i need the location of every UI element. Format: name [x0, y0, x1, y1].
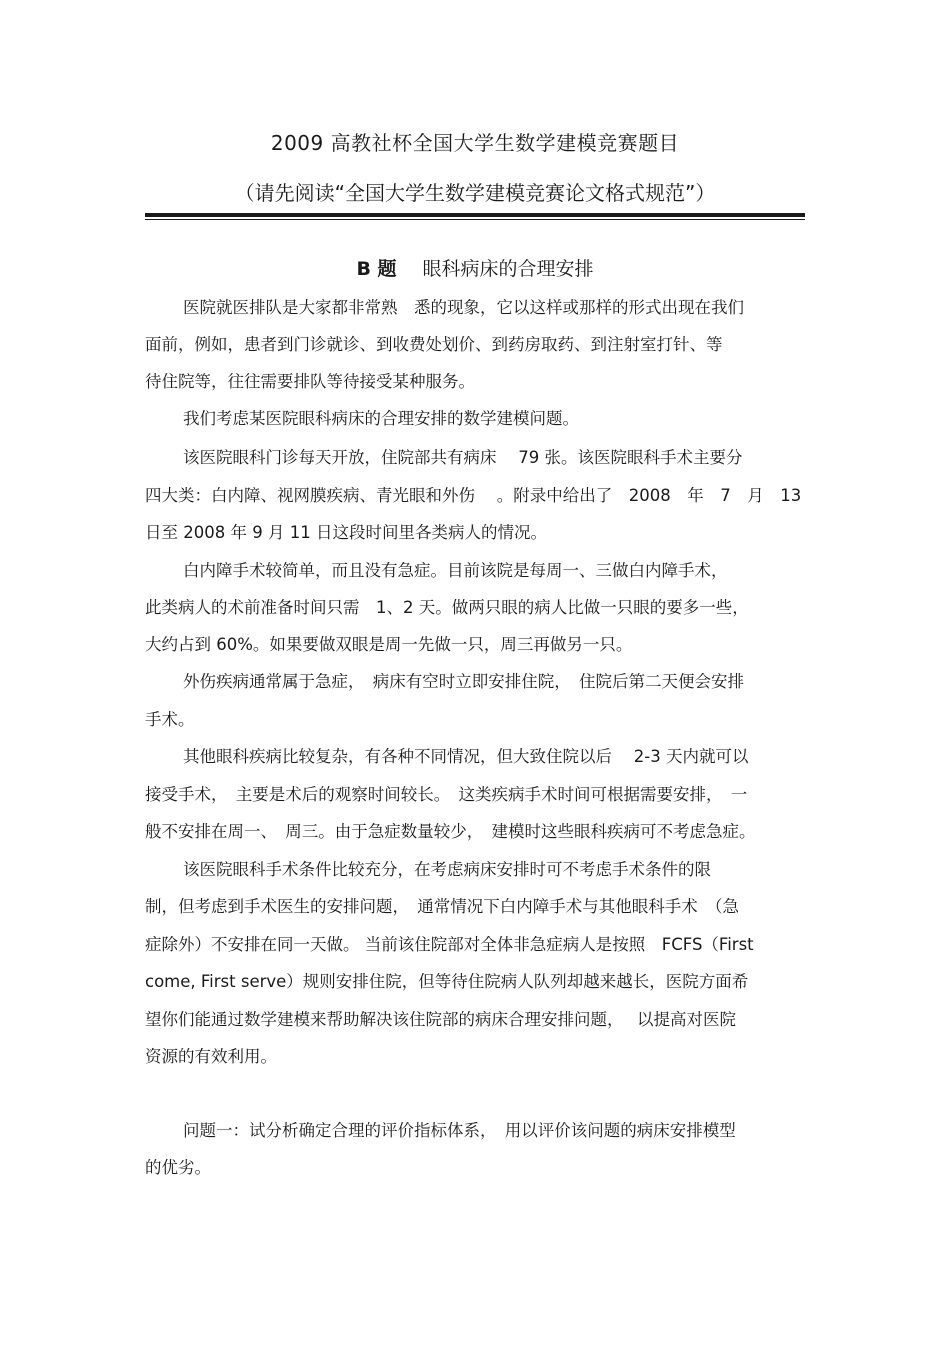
problem-name: 眼科病床的合理安排: [422, 258, 594, 280]
problem-label: B 题: [356, 258, 397, 280]
question-line: 问题一：试分析确定合理的评价指标体系， 用以评价该问题的病床安排模型: [183, 1121, 736, 1140]
body-line: 其他眼科疾病比较复杂，有各种不同情况，但大致住院以后 2-3 天内就可以: [183, 747, 749, 766]
body-line: 四大类：白内障、视网膜疾病、青光眼和外伤 。附录中给出了 2008 年 7 月 13: [145, 486, 802, 505]
body-line: 此类病人的术前准备时间只需 1、2 天。做两只眼的病人比做一只眼的要多一些，: [145, 598, 749, 617]
body-line: come, First serve）规则安排住院，但等待住院病人队列却越来越长，医院方面希: [145, 972, 749, 991]
title-rule-thick: [145, 213, 805, 217]
body-line: 资源的有效利用。: [145, 1047, 277, 1066]
body-line: 面前，例如，患者到门诊就诊、到收费处划价、到药房取药、到注射室打针、等: [145, 335, 723, 354]
problem-heading: [0, 254, 950, 281]
body-line: 制，但考虑到手术医生的安排问题， 通常情况下白内障手术与其他眼科手术 （急: [145, 897, 739, 916]
body-line: 接受手术， 主要是术后的观察时间较长。 这类疾病手术时间可根据需要安排， 一: [145, 785, 748, 804]
body-line: 医院就医排队是大家都非常熟 悉的现象，它以这样或那样的形式出现在我们: [183, 298, 744, 317]
body-line: 该医院眼科门诊每天开放，住院部共有病床 79 张。该医院眼科手术主要分: [183, 448, 743, 467]
body-line: 症除外）不安排在同一天做。 当前该住院部对全体非急症病人是按照 FCFS（First: [145, 935, 754, 954]
contest-title: 2009 高教社杯全国大学生数学建模竞赛题目: [270, 131, 680, 155]
body-line: 白内障手术较简单，而且没有急症。目前该院是每周一、三做白内障手术，: [183, 561, 728, 580]
body-line: 待住院等，往往需要排队等待接受某种服务。: [145, 372, 475, 391]
body-line: 我们考虑某医院眼科病床的合理安排的数学建模问题。: [183, 409, 579, 428]
body-line: 外伤疾病通常属于急症， 病床有空时立即安排住院， 住院后第二天便会安排: [183, 672, 744, 691]
body-line: 望你们能通过数学建模来帮助解决该住院部的病床合理安排问题， 以提高对医院: [145, 1010, 736, 1029]
body-line: 日至 2008 年 9 月 11 日这段时间里各类病人的情况。: [145, 523, 547, 542]
body-line: 般不安排在周一、 周三。由于急症数量较少， 建模时这些眼科疾病可不考虑急症。: [145, 822, 756, 841]
contest-subtitle: （请先阅读“全国大学生数学建模竞赛论文格式规范”）: [234, 181, 716, 205]
body-line: 手术。: [145, 710, 195, 729]
question-line: 的优劣。: [145, 1158, 211, 1177]
body-line: 大约占到 60%。如果要做双眼是周一先做一只，周三再做另一只。: [145, 635, 633, 654]
body-line: 该医院眼科手术条件比较充分，在考虑病床安排时可不考虑手术条件的限: [183, 860, 711, 879]
title-rule-thin: [145, 219, 805, 220]
